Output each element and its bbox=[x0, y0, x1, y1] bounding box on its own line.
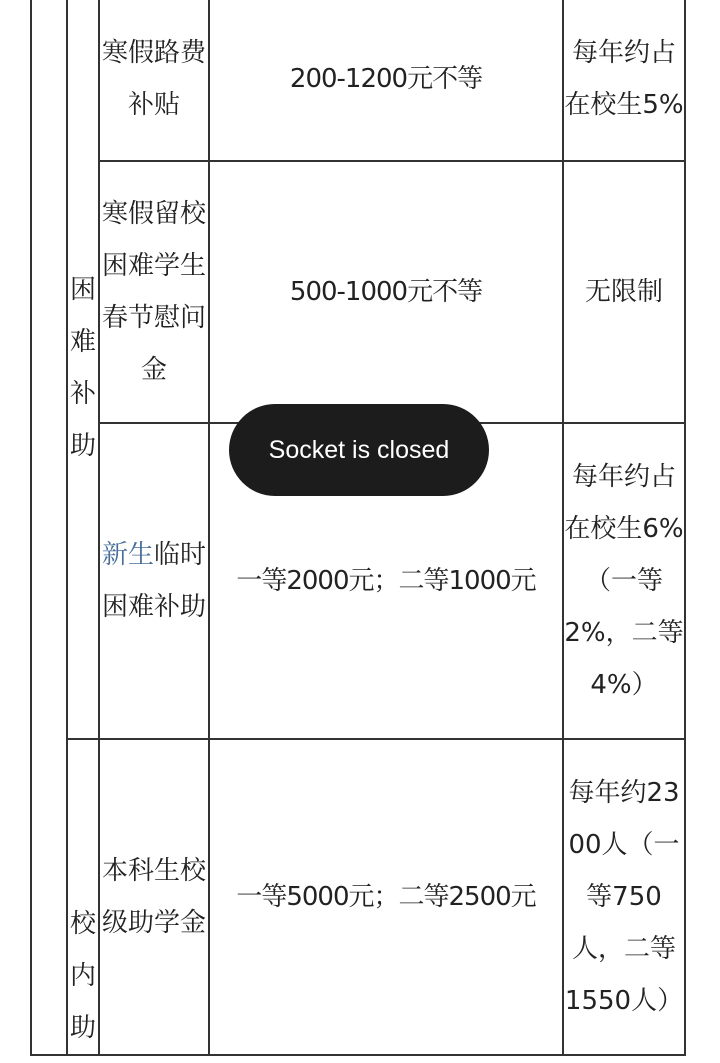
category-cell bbox=[67, 0, 99, 739]
aid-quota: 每年约占在校生6%（一等2%，二等4%） bbox=[564, 462, 684, 700]
aid-name-cell bbox=[99, 0, 209, 161]
aid-amount-cell bbox=[209, 739, 563, 1055]
toast-message: Socket is closed bbox=[268, 435, 450, 464]
freshman-link[interactable]: 新生 bbox=[101, 540, 154, 570]
aid-name: 本科生校级助学金 bbox=[101, 856, 206, 938]
aid-name-cell bbox=[99, 423, 209, 739]
category-cell bbox=[67, 739, 99, 1055]
aid-amount: 200-1200元不等 bbox=[289, 64, 483, 94]
aid-name-cell bbox=[99, 739, 209, 1055]
aid-amount-cell bbox=[209, 0, 563, 161]
table-row bbox=[31, 0, 685, 161]
aid-name: 寒假留校困难学生春节慰问金 bbox=[101, 199, 206, 385]
aid-name: 临时困难补助 bbox=[101, 540, 207, 622]
aid-amount-cell bbox=[209, 161, 563, 423]
aid-amount: 500-1000元不等 bbox=[289, 277, 483, 307]
aid-quota: 无限制 bbox=[584, 277, 663, 307]
aid-quota-cell bbox=[563, 161, 685, 423]
aid-quota-cell bbox=[563, 423, 685, 739]
aid-quota-cell bbox=[563, 0, 685, 161]
aid-quota-cell bbox=[563, 739, 685, 1055]
aid-quota: 每年约占在校生5% bbox=[564, 38, 684, 120]
outer-border-cell bbox=[31, 0, 67, 1055]
aid-name-cell bbox=[99, 161, 209, 423]
category-label: 校内助 bbox=[69, 909, 96, 1043]
aid-amount: 一等2000元；二等1000元 bbox=[236, 566, 536, 596]
aid-name: 寒假路费补贴 bbox=[101, 38, 206, 120]
aid-quota: 每年约2300人（一等750人，二等1550人） bbox=[564, 778, 684, 1016]
toast-notification bbox=[229, 404, 489, 496]
financial-aid-table bbox=[30, 0, 686, 1056]
category-label: 困难补助 bbox=[69, 275, 96, 461]
table-row bbox=[31, 161, 685, 423]
aid-amount: 一等5000元；二等2500元 bbox=[236, 882, 536, 912]
table-row bbox=[31, 739, 685, 1055]
